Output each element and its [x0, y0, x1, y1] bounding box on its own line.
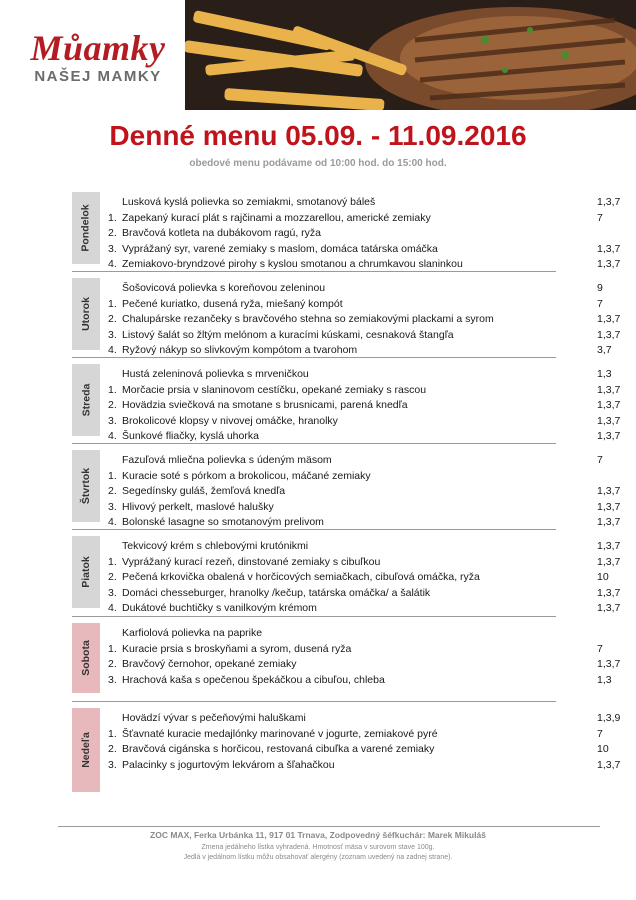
allergens: 1,3,7 — [597, 383, 621, 396]
item-number: 2. — [108, 658, 117, 670]
menu-item-row — [108, 343, 628, 358]
menu-item-row — [108, 297, 628, 312]
allergens: 1,3,7 — [597, 242, 621, 255]
day-label — [72, 278, 100, 350]
day-label — [72, 364, 100, 436]
dish-name: Vyprážaný kurací rezeň, dinstované zemiaky s cibuľkou — [122, 555, 381, 568]
dish-name: Fazuľová mliečna polievka s údeným mäsom — [122, 454, 332, 466]
item-number: 2. — [108, 399, 117, 411]
day-label — [72, 192, 100, 264]
dish-name: Palacinky s jogurtovým lekvárom a šľahačkou — [122, 758, 335, 771]
menu-item-row — [108, 211, 628, 226]
allergens: 1,3 — [597, 673, 612, 686]
menu-item-row — [108, 242, 628, 257]
dish-name: Hustá zeleninová polievka s mrveničkou — [122, 368, 309, 380]
allergens: 1,3,7 — [597, 658, 621, 670]
day-divider — [72, 529, 556, 530]
item-number: 2. — [108, 571, 117, 583]
allergens: 3,7 — [597, 344, 612, 356]
menu-item-row — [108, 515, 628, 530]
item-number: 1. — [108, 555, 117, 568]
dish-name: Kuracie prsia s broskyňami a syrom, dusená ryža — [122, 642, 352, 655]
dish-name: Zapekaný kurací plát s rajčinami a mozzarellou, americké zemiaky — [122, 211, 431, 224]
day-name: Nedeľa — [80, 732, 92, 768]
dish-name: Pečené kuriatko, dusená ryža, miešaný kompót — [122, 297, 343, 310]
dish-name: Kuracie soté s pórkom a brokolicou, máčané zemiaky — [122, 469, 371, 482]
dish-name: Hrachová kaša s opečenou špekáčkou a cibuľou, chleba — [122, 673, 385, 686]
dish-name: Vyprážaný syr, varené zemiaky s maslom, domáca tatárska omáčka — [122, 242, 438, 255]
menu-item-row — [108, 398, 628, 413]
item-number: 1. — [108, 642, 117, 655]
allergens: 1,3,7 — [597, 414, 621, 427]
dish-name: Ryžový nákyp so slivkovým kompótom a tvarohom — [122, 344, 358, 356]
menu-item-row — [108, 257, 628, 272]
allergens: 7 — [597, 727, 603, 740]
dish-name: Zemiakovo-bryndzové pirohy s kyslou smotanou a chrumkavou slaninkou — [122, 258, 463, 270]
item-number: 3. — [108, 758, 117, 771]
dish-name: Bolonské lasagne so smotanovým prelivom — [122, 516, 324, 528]
day-name: Utorok — [80, 297, 92, 331]
item-number: 1. — [108, 383, 117, 396]
menu-item-row — [108, 429, 628, 444]
dish-name: Karfiolová polievka na paprike — [122, 627, 263, 639]
day-divider — [72, 357, 556, 358]
menu-item-row — [108, 484, 628, 499]
allergens: 1,3,7 — [597, 516, 621, 528]
item-number: 1. — [108, 727, 117, 740]
item-number: 2. — [108, 485, 117, 497]
dish-name: Lusková kyslá polievka so zemiakmi, smotanový báleš — [122, 196, 376, 208]
item-number: 1. — [108, 297, 117, 310]
allergens: 7 — [597, 642, 603, 655]
day-label — [72, 708, 100, 792]
grilled-steak-with-fries-image — [185, 0, 636, 110]
item-number: 2. — [108, 313, 117, 325]
item-number: 3. — [108, 328, 117, 341]
menu-item-row — [108, 226, 628, 241]
allergens: 1,3,7 — [597, 540, 621, 552]
allergens: 7 — [597, 297, 603, 310]
menu-item-row — [108, 673, 628, 688]
day-divider — [72, 271, 556, 272]
allergens: 1,3,7 — [597, 602, 621, 614]
dish-name: Dukátové buchtičky s vanilkovým krémom — [122, 602, 317, 614]
footer-address: ZOC MAX, Ferka Urbánka 11, 917 01 Trnava, Zodpovedný šéfkuchár: Marek Mikuláš — [150, 830, 486, 840]
logo — [18, 30, 178, 85]
allergens: 1,3,7 — [597, 500, 621, 513]
dish-name: Pečená krkovička obalená v horčicových semiačkach, cibuľová omáčka, ryža — [122, 571, 480, 583]
allergens: 1,3,7 — [597, 328, 621, 341]
soup-row — [108, 281, 628, 296]
day-divider — [72, 701, 556, 702]
allergens: 9 — [597, 282, 603, 294]
menu-item-row — [108, 601, 628, 616]
item-number: 4. — [108, 258, 117, 270]
dish-name: Bravčová kotleta na dubákovom ragú, ryža — [122, 227, 322, 239]
dish-name: Šunkové fliačky, kyslá uhorka — [122, 430, 259, 442]
day-label — [72, 450, 100, 522]
item-number: 4. — [108, 344, 117, 356]
footer-divider — [58, 826, 600, 827]
day-label — [72, 623, 100, 693]
day-divider — [72, 616, 556, 617]
dish-name: Šošovicová polievka s koreňovou zeleninou — [122, 282, 326, 294]
allergens: 10 — [597, 743, 609, 755]
menu-item-row — [108, 742, 628, 757]
day-name: Štvrtok — [80, 467, 92, 505]
dish-name: Brokolicové klopsy v nivovej omáčke, hranolky — [122, 414, 338, 427]
item-number: 4. — [108, 430, 117, 442]
soup-row — [108, 453, 628, 468]
allergens: 1,3,7 — [597, 758, 621, 771]
allergens: 1,3,7 — [597, 399, 621, 411]
item-number: 1. — [108, 211, 117, 224]
soup-row — [108, 711, 628, 726]
item-number: 3. — [108, 586, 117, 599]
menu-item-row — [108, 586, 628, 601]
menu-item-row — [108, 570, 628, 585]
dish-name: Domáci chesseburger, hranolky /kečup, tatárska omáčka/ a šalátik — [122, 586, 431, 599]
allergens: 7 — [597, 454, 603, 466]
dish-name: Tekvicový krém s chlebovými krutónikmi — [122, 540, 309, 552]
logo-subtitle: NAŠEJ MAMKY — [34, 68, 162, 85]
item-number: 3. — [108, 242, 117, 255]
day-name: Pondelok — [80, 204, 93, 252]
dish-name: Šťavnaté kuracie medajlónky marinované v jogurte, zemiakové pyré — [122, 727, 438, 740]
allergens: 10 — [597, 571, 609, 583]
menu-item-row — [108, 414, 628, 429]
allergens: 1,3,7 — [597, 258, 621, 270]
day-label — [72, 536, 100, 608]
soup-row — [108, 195, 628, 210]
item-number: 4. — [108, 602, 117, 614]
day-name: Streda — [80, 383, 92, 417]
menu-item-row — [108, 642, 628, 657]
dish-name: Morčacie prsia v slaninovom cestíčku, opekané zemiaky s rascou — [122, 383, 427, 396]
item-number: 2. — [108, 227, 117, 239]
serving-hours: obedové menu podávame od 10:00 hod. do 15:00 hod. — [189, 158, 447, 169]
menu-item-row — [108, 657, 628, 672]
dish-name: Bravčový černohor, opekané zemiaky — [122, 658, 297, 670]
item-number: 3. — [108, 414, 117, 427]
page-title: Denné menu 05.09. - 11.09.2016 — [109, 120, 527, 151]
logo-script: Můamky — [30, 28, 166, 68]
allergens: 1,3,7 — [597, 196, 621, 208]
menu-item-row — [108, 383, 628, 398]
allergens: 7 — [597, 211, 603, 224]
allergens: 1,3,7 — [597, 555, 621, 568]
dish-name: Chalupárske rezančeky s bravčového stehna so zemiakovými plackami a syrom — [122, 313, 494, 325]
soup-row — [108, 539, 628, 554]
day-name: Sobota — [80, 640, 92, 676]
allergens: 1,3,7 — [597, 586, 621, 599]
day-name: Piatok — [80, 556, 93, 588]
allergens: 1,3 — [597, 368, 612, 380]
day-divider — [72, 443, 556, 444]
soup-row — [108, 367, 628, 382]
menu-item-row — [108, 758, 628, 773]
dish-name: Hovädzia sviečková na smotane s brusnicami, parená knedľa — [122, 399, 408, 411]
item-number: 2. — [108, 743, 117, 755]
dish-name: Hovädzí vývar s pečeňovými haluškami — [122, 712, 306, 724]
menu-item-row — [108, 469, 628, 484]
dish-name: Segedínsky guláš, žemľová knedľa — [122, 485, 286, 497]
footer-note-weight: Zmena jedálneho lístka vyhradená. Hmotnosť mäsa v surovom stave 100g. — [201, 844, 435, 851]
allergens: 1,3,9 — [597, 712, 621, 724]
soup-row — [108, 626, 628, 641]
dish-name: Bravčová cigánska s horčicou, restovaná cibuľka a varené zemiaky — [122, 743, 435, 755]
item-number: 3. — [108, 673, 117, 686]
allergens: 1,3,7 — [597, 313, 621, 325]
menu-item-row — [108, 727, 628, 742]
menu-item-row — [108, 328, 628, 343]
hero-food-photo — [185, 0, 636, 110]
allergens: 1,3,7 — [597, 430, 621, 442]
item-number: 4. — [108, 516, 117, 528]
dish-name: Listový šalát so žltým melónom a kuracími kúskami, cesnaková štangľa — [122, 328, 454, 341]
menu-item-row — [108, 555, 628, 570]
menu-item-row — [108, 312, 628, 327]
item-number: 3. — [108, 500, 117, 513]
allergens: 1,3,7 — [597, 485, 621, 497]
dish-name: Hlivový perkelt, maslové halušky — [122, 500, 274, 513]
footer-note-allergens: Jedlá v jedálnom lístku môžu obsahovať alergény (zoznam uvedený na zadnej strane). — [183, 854, 453, 861]
menu-item-row — [108, 500, 628, 515]
item-number: 1. — [108, 469, 117, 482]
